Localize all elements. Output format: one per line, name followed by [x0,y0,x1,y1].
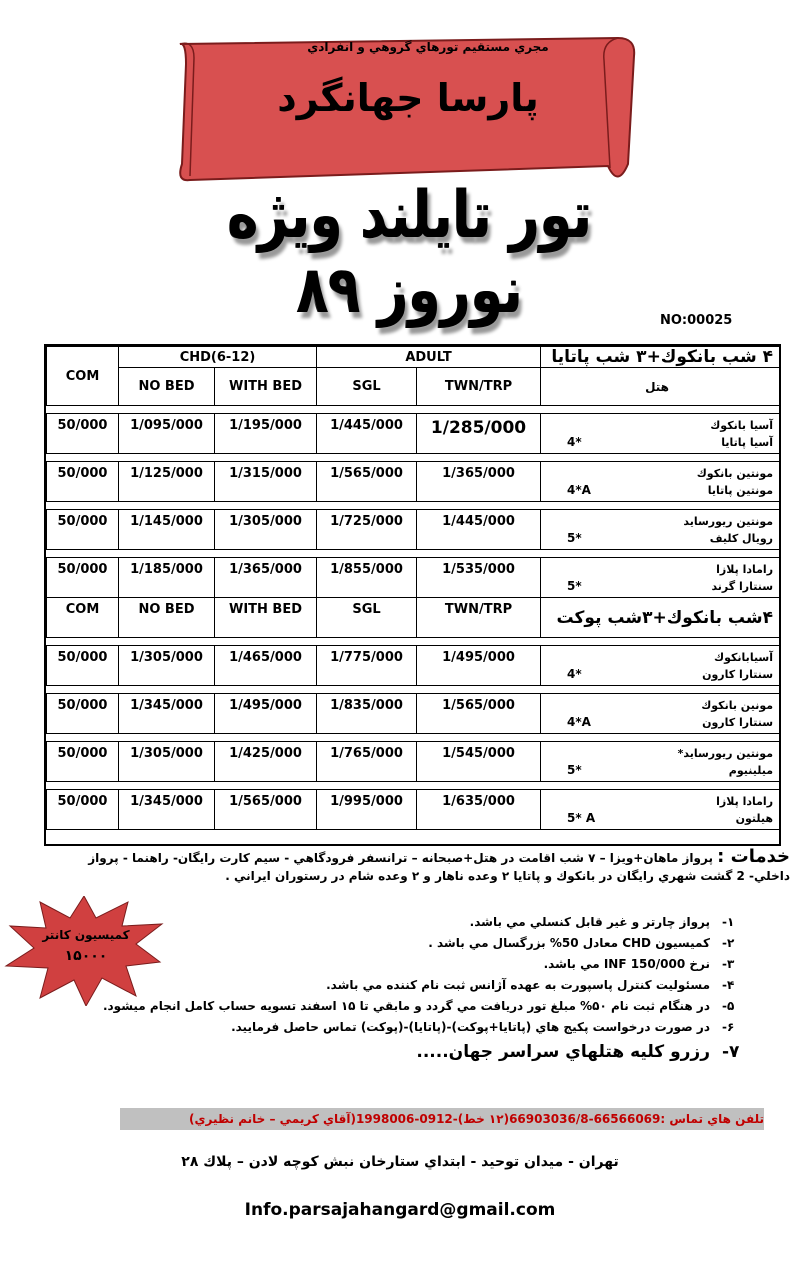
cell-com: 50/000 [47,646,119,686]
cell-nobed: 1/125/000 [119,462,215,502]
section2-title: ۴شب بانكوك+۳شب پوكت [541,598,780,638]
document-number: NO:00025 [660,313,733,328]
hotel-star: 4* [567,435,582,449]
cell-twn: 1/545/000 [417,742,541,782]
note-text: در هنگام ثبت نام ۵۰% مبلغ تور دريافت مي گردد و مابقي تا ۱۵ اسفند تسويه حساب كامل انجام ميشود. [102,999,710,1013]
cell-sgl: 1/775/000 [317,646,417,686]
header-adult-group: ADULT [317,347,541,368]
services-heading: خدمات : [717,846,790,867]
list-item [80,975,735,996]
hotel-second: مونتين پاتايا [707,483,774,497]
services-line-1: پرواز ماهان+ويزا – ۷ شب اقامت در هتل+صبحانه – ترانسفر فرودگاهي - سيم كارت رايگان- راهنما - پرواز [88,851,713,865]
header-nobed: NO BED [119,598,215,638]
cell-withbed: 1/305/000 [215,510,317,550]
hotel-second: سنتارا كارون [702,667,774,681]
cell-com: 50/000 [47,414,119,454]
hotel-bangkok: آسيا بانكوك [710,418,774,432]
cell-withbed: 1/195/000 [215,414,317,454]
cell-withbed: 1/365/000 [215,558,317,598]
cell-twn: 1/285/000 [417,414,541,454]
hotel-bangkok: مونين بانكوك [701,698,774,712]
cell-sgl: 1/725/000 [317,510,417,550]
section1-title: ۴ شب بانكوك+۳ شب پاتايا [541,347,780,368]
hotel-bangkok: مونتين ريورسايد* [677,746,774,760]
header-twn: TWN/TRP [417,598,541,638]
hotel-star: 5* A [567,811,596,825]
cell-sgl: 1/445/000 [317,414,417,454]
services-line-2: داخلي- 2 گشت شهري رايگان در بانكوك و پاتايا ۲ وعده ناهار و ۲ وعده شام در رستوران ايراني . [225,869,790,883]
cell-twn: 1/635/000 [417,790,541,830]
cell-twn: 1/445/000 [417,510,541,550]
note-number: -۲ [722,936,735,950]
hotel-second: سنتارا كارون [702,715,774,729]
cell-nobed: 1/305/000 [119,646,215,686]
cell-nobed: 1/095/000 [119,414,215,454]
notes-list [80,912,740,1066]
header-nobed: NO BED [119,368,215,406]
note-text: كميسيون CHD معادل 50% بزرگسال مي باشد . [428,936,710,950]
address: تهران - ميدان توحيد - ابتداي ستارخان نبش كوچه لادن – پلاك ۲۸ [181,1154,619,1170]
cell-com: 50/000 [47,790,119,830]
hotel-bangkok: آسيابانكوك [714,650,774,664]
company-name: پارسا جهانگرد [277,76,539,120]
cell-nobed: 1/145/000 [119,510,215,550]
table-row [47,462,780,502]
header-chd-group: CHD(6-12) [119,347,317,368]
cell-nobed: 1/345/000 [119,694,215,734]
header-withbed: WITH BED [215,598,317,638]
note-text: پرواز چارتر و غير قابل كنسلي مي باشد. [469,915,710,929]
cell-hotel [541,694,780,734]
hotel-bangkok: رامادا پلازا [716,794,774,808]
hotel-star: 5* [567,579,582,593]
list-item [80,996,735,1017]
cell-withbed: 1/565/000 [215,790,317,830]
cell-nobed: 1/305/000 [119,742,215,782]
header-sgl: SGL [317,598,417,638]
note-number: -۵ [722,999,735,1013]
cell-twn: 1/565/000 [417,694,541,734]
note-number: -۶ [722,1020,735,1034]
cell-twn: 1/535/000 [417,558,541,598]
hotel-bangkok: مونتين ريورسايد [683,514,774,528]
list-item [80,912,735,933]
hotel-star: 4*A [567,715,591,729]
hotel-second: سنتارا گرند [711,579,774,593]
note-number: -۴ [722,978,735,992]
note-text: رزرو كليه هتلهاي سراسر جهان..... [416,1042,710,1062]
cell-com: 50/000 [47,694,119,734]
cell-withbed: 1/495/000 [215,694,317,734]
hotel-bangkok: مونتين بانكوك [696,466,774,480]
hotel-bangkok: رامادا پلازا [716,562,774,576]
cell-withbed: 1/425/000 [215,742,317,782]
list-item [80,933,735,954]
hotel-star: 4*A [567,483,591,497]
services-text [50,848,790,885]
banner-subtitle: مجري مستقيم تورهاي گروهي و انفرادي [307,40,549,54]
hotel-star: 4* [567,667,582,681]
note-text: مسئوليت كنترل پاسپورت به عهده آژانس ثبت نام كننده مي باشد. [326,978,710,992]
header-com: COM [47,598,119,638]
note-number: -۷ [722,1042,740,1062]
cell-hotel [541,646,780,686]
note-text: نرخ INF 150/000 مي باشد. [543,957,710,971]
email-link[interactable]: Info.parsajahangard@gmail.com [244,1200,556,1220]
list-item [80,1038,740,1066]
hotel-second: هيلتون [735,811,774,825]
note-text: در صورت درخواست پكيج هاي (پاتايا+پوكت)-(پاتايا)-(پوكت) تماس حاصل فرماييد. [231,1020,710,1034]
table-row [47,558,780,598]
table-row [47,646,780,686]
note-number: -۳ [722,957,735,971]
cell-withbed: 1/315/000 [215,462,317,502]
cell-twn: 1/495/000 [417,646,541,686]
hotel-second: آسيا پاتايا [721,435,774,449]
price-table [44,344,781,846]
list-item [80,1017,735,1038]
contact-phones: تلفن هاي تماس :66566069-66903036/8(۱۲ خط)-0912-1998006(آقاي كريمي – خانم نظيري) [120,1108,764,1130]
note-number: -۱ [722,915,735,929]
cell-nobed: 1/185/000 [119,558,215,598]
badge-title: كميسيون كانتر [42,928,130,942]
list-item [80,954,735,975]
cell-hotel [541,790,780,830]
table-row [47,414,780,454]
cell-nobed: 1/345/000 [119,790,215,830]
cell-com: 50/000 [47,510,119,550]
header-hotel: هتل [541,368,780,406]
table-row [47,510,780,550]
cell-com: 50/000 [47,742,119,782]
cell-twn: 1/365/000 [417,462,541,502]
cell-com: 50/000 [47,558,119,598]
cell-sgl: 1/995/000 [317,790,417,830]
cell-withbed: 1/465/000 [215,646,317,686]
hotel-star: 5* [567,763,582,777]
cell-sgl: 1/855/000 [317,558,417,598]
cell-hotel [541,414,780,454]
table-row [47,742,780,782]
cell-com: 50/000 [47,462,119,502]
cell-sgl: 1/835/000 [317,694,417,734]
header-sgl: SGL [317,368,417,406]
price-grid [46,346,780,830]
hotel-second: رويال كليف [709,531,774,545]
cell-sgl: 1/565/000 [317,462,417,502]
hotel-second: ميلينيوم [728,763,774,777]
cell-hotel [541,462,780,502]
header-com: COM [47,347,119,406]
cell-hotel [541,742,780,782]
header-withbed: WITH BED [215,368,317,406]
company-banner [178,36,638,188]
cell-hotel [541,510,780,550]
table-row [47,694,780,734]
badge-value: ۱۵۰۰۰ [64,948,108,964]
page-title: تور تايلند ويژه نوروز ۸۹ [227,178,593,328]
header-twn: TWN/TRP [417,368,541,406]
cell-sgl: 1/765/000 [317,742,417,782]
hotel-star: 5* [567,531,582,545]
table-row [47,790,780,830]
cell-hotel [541,558,780,598]
